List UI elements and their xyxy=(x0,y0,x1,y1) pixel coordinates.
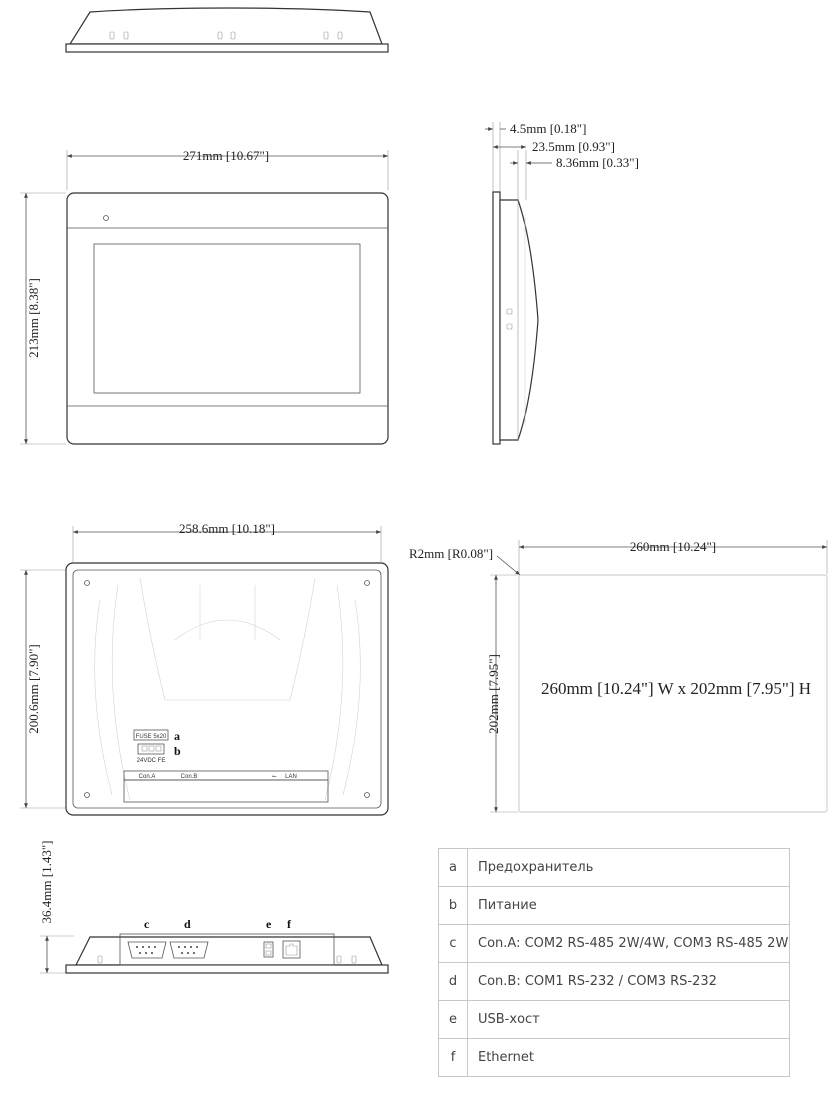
callout-c: c xyxy=(144,917,150,931)
rear-height-label: 200.6mm [7.90"] xyxy=(26,644,41,734)
lan-label: LAN xyxy=(285,774,297,780)
side-view xyxy=(485,121,639,444)
bottom-view xyxy=(39,841,388,973)
legend-key: e xyxy=(439,1001,468,1039)
con-b-label: Con.B xyxy=(180,774,198,780)
rear-view xyxy=(20,521,388,815)
con-a-label: Con.A xyxy=(138,774,156,780)
table-row xyxy=(439,963,790,1001)
side-dim-c-label: 8.36mm [0.33"] xyxy=(556,155,639,170)
side-dim-a-label: 4.5mm [0.18"] xyxy=(510,121,587,136)
fuse-label: FUSE 5x20 xyxy=(135,734,167,740)
legend-text: Con.B: COM1 RS-232 / COM3 RS-232 xyxy=(468,963,790,1001)
legend-text: Con.A: COM2 RS-485 2W/4W, COM3 RS-485 2W xyxy=(468,925,790,963)
cutout-radius-label: R2mm [R0.08"] xyxy=(409,546,494,561)
callout-a: a xyxy=(174,729,180,743)
callout-d: d xyxy=(184,917,191,931)
legend-key: b xyxy=(439,887,468,925)
legend-key: d xyxy=(439,963,468,1001)
legend-key: f xyxy=(439,1039,468,1077)
power-pins-label: 24VDC FE xyxy=(136,758,166,764)
front-height-label: 213mm [8.38"] xyxy=(26,278,41,358)
legend-text: USB-хост xyxy=(468,1001,790,1039)
callout-f: f xyxy=(287,917,291,931)
table-row xyxy=(439,849,790,887)
table-row xyxy=(439,1001,790,1039)
cutout-height-label: 202mm [7.95"] xyxy=(486,654,501,734)
top-view xyxy=(66,8,388,52)
legend-text: Предохранитель xyxy=(468,849,790,887)
legend-text: Ethernet xyxy=(468,1039,790,1077)
bottom-depth-label: 36.4mm [1.43"] xyxy=(39,840,54,924)
cutout-view xyxy=(409,539,827,812)
cutout-size-label: 260mm [10.24"] W x 202mm [7.95"] H xyxy=(540,679,812,698)
callout-b: b xyxy=(174,744,181,758)
table-row xyxy=(439,1039,790,1077)
usb-icon: ⭠ xyxy=(272,774,277,780)
front-width-label: 271mm [10.67"] xyxy=(182,148,270,163)
front-view xyxy=(20,148,388,444)
rear-width-label: 258.6mm [10.18"] xyxy=(179,521,275,536)
side-dim-b-label: 23.5mm [0.93"] xyxy=(532,139,615,154)
legend-table xyxy=(438,848,790,1077)
legend-key: a xyxy=(439,849,468,887)
legend-text: Питание xyxy=(468,887,790,925)
cutout-width-label: 260mm [10.24"] xyxy=(629,539,717,554)
table-row xyxy=(439,887,790,925)
callout-e: e xyxy=(266,917,272,931)
table-row xyxy=(439,925,790,963)
legend-key: c xyxy=(439,925,468,963)
